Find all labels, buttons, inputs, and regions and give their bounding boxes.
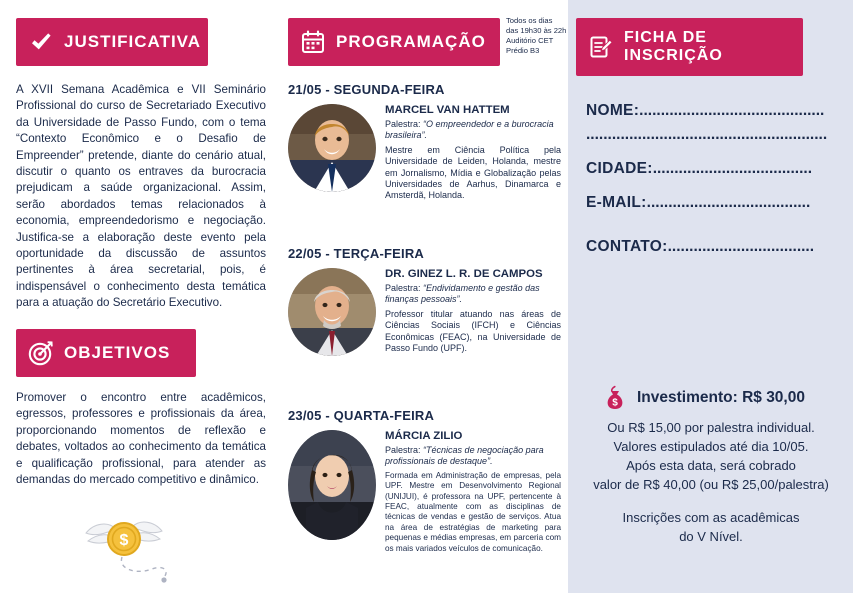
speaker-talk-prefix-2: Palestra: <box>385 283 421 293</box>
investment-details <box>582 418 840 494</box>
section-title-ficha-inscricao: FICHA DE INSCRIÇÃO <box>624 29 723 64</box>
section-header-programacao <box>288 18 500 66</box>
day-date-3: 23/05 - QUARTA-FEIRA <box>288 408 435 423</box>
schedule-time-note <box>506 16 568 56</box>
investment-detail-line-1: Ou R$ 15,00 por palestra individual. <box>607 420 815 435</box>
schedule-day-3 <box>288 408 564 554</box>
time-note-line-1: Todos os dias <box>506 16 553 25</box>
investment-detail-line-3: Após esta data, será cobrado <box>626 458 796 473</box>
speaker-talk-prefix-3: Palestra: <box>385 445 421 455</box>
form-label-nome: NOME: <box>586 102 640 119</box>
form-label-cidade: CIDADE: <box>586 160 653 177</box>
section-header-justificativa <box>16 18 208 66</box>
time-note-line-3: Auditório CET <box>506 36 554 45</box>
justificativa-text: A XVII Semana Acadêmica e VII Seminário Profissional do curso de Secretariado Executivo da Universidade de Passo Fundo, com o tema “Contexto Econômico e o Desafio de Empreender” pretende, diante do cenário atual, discutir o quanto os entraves da burocracia prejudicam a saúde organizacional. Assim, serão abordados temas relacionados à economia, empreendedorismo e negociação. Justifica-se a elaboração deste evento pela oportunidade da discussão de assuntos pertinentes à área secretarial, pois, é indispensável o conhecimento desta temática para a atuação do Secretário Executivo. <box>16 83 266 310</box>
form-dots-cidade: ..................................... <box>652 160 813 177</box>
svg-text:$: $ <box>612 397 618 409</box>
form-dots-contato: .................................. <box>667 238 815 255</box>
form-field-contato[interactable] <box>586 238 836 256</box>
section-title-objetivos: OBJETIVOS <box>64 343 171 362</box>
section-title-justificativa: JUSTIFICATIVA <box>64 32 202 51</box>
investment-note-line-2: do V Nível. <box>679 529 743 544</box>
column-middle <box>280 0 568 593</box>
svg-text:$: $ <box>119 532 129 549</box>
speaker-talk-title-3: “Técnicas de negociação para profissionais de destaque”. <box>385 445 544 467</box>
investment-note <box>582 508 840 546</box>
objetivos-text: Promover o encontro entre acadêmicos, egressos, professores e profissionais da área, proporcionando momentos de reflexão e debates, voltados ao conhecimento da temática e qualificação profissional, para atender as demandas do mercado competitivo e dinâmico. <box>16 391 266 487</box>
registration-form <box>586 102 836 262</box>
schedule-day-2 <box>288 246 564 356</box>
column-right <box>568 0 853 593</box>
speaker-talk-3 <box>385 445 561 468</box>
form-pencil-icon <box>588 34 614 60</box>
speaker-bio-1: Mestre em Ciência Política pela Universidade de Leiden, Holanda, mestre em Jornalismo, Mídia e Globalização pelas Universidades de Aarhus, Dinamarca e Amsterdã, Holanda. <box>385 144 561 201</box>
speaker-bio-2: Professor titular atuando nas áreas de Ciências Sociais (IFCH) e Ciências Econômicas (FEAC), na Universidade de Passo Fundo (UPF). <box>385 308 561 354</box>
speaker-photo-ginez-campos <box>288 268 376 356</box>
column-left <box>0 0 280 593</box>
day-date-1: 21/05 - SEGUNDA-FEIRA <box>288 82 445 97</box>
day-date-2: 22/05 - TERÇA-FEIRA <box>288 246 424 261</box>
speaker-info-2 <box>385 268 561 356</box>
money-bag-icon <box>602 385 628 411</box>
time-note-line-2: das 19h30 às 22h <box>506 26 567 35</box>
section-header-objetivos <box>16 329 196 377</box>
schedule-day-1 <box>288 82 564 202</box>
form-dots-email: ...................................... <box>646 194 811 211</box>
investment-note-line-1: Inscrições com as acadêmicas <box>622 510 800 525</box>
investment-detail-line-4: valor de R$ 40,00 (ou R$ 25,00/palestra) <box>593 477 829 492</box>
check-icon <box>28 29 54 55</box>
form-field-email[interactable] <box>586 194 836 212</box>
speaker-talk-prefix-1: Palestra: <box>385 119 421 129</box>
investment-detail-line-2: Valores estipulados até dia 10/05. <box>613 439 809 454</box>
speaker-talk-2 <box>385 283 561 306</box>
speaker-talk-title-2: “Endividamento e gestão das finanças pessoais”. <box>385 283 540 305</box>
speaker-info-1 <box>385 104 561 202</box>
target-icon <box>28 340 54 366</box>
speaker-name-1: MARCEL VAN HATTEM <box>385 104 510 116</box>
calendar-icon <box>300 29 326 55</box>
form-label-contato: CONTATO: <box>586 238 668 255</box>
flying-money-decoration <box>78 505 258 587</box>
investment-row <box>602 385 805 411</box>
form-dots-nome-line2: ........................................................ <box>586 126 828 143</box>
time-note-line-4: Prédio B3 <box>506 46 540 55</box>
form-dots-nome: ........................................... <box>639 102 825 119</box>
speaker-bio-3: Formada em Administração de empresas, pela UPF. Mestre em Desenvolvimento Regional (UNIJUI), é professora na UPF, pertencente à FEAC, atualmente com as disciplinas de técnicas de vendas e gestão de serviços. Atua na área de estratégias de marketing para pequenas e médias empresas, em parceria com os mais variados veículos de comunicação. <box>385 470 561 553</box>
section-header-ficha-inscricao <box>576 18 803 76</box>
section-title-programacao: PROGRAMAÇÃO <box>336 32 486 51</box>
investment-label: Investimento: R$ 30,00 <box>637 389 805 406</box>
speaker-photo-marcel-van-hattem <box>288 104 376 192</box>
form-field-nome[interactable] <box>586 102 836 120</box>
speaker-photo-marcia-zilio <box>288 430 376 540</box>
form-label-email: E-MAIL: <box>586 194 647 211</box>
form-field-nome-line2[interactable] <box>586 126 836 144</box>
form-field-cidade[interactable] <box>586 160 836 178</box>
speaker-talk-title-1: “O empreendedor e a burocracia brasileira”. <box>385 119 554 141</box>
speaker-name-3: MÁRCIA ZILIO <box>385 430 463 442</box>
speaker-talk-1 <box>385 119 561 142</box>
speaker-info-3 <box>385 430 561 554</box>
speaker-name-2: DR. GINEZ L. R. DE CAMPOS <box>385 268 543 280</box>
